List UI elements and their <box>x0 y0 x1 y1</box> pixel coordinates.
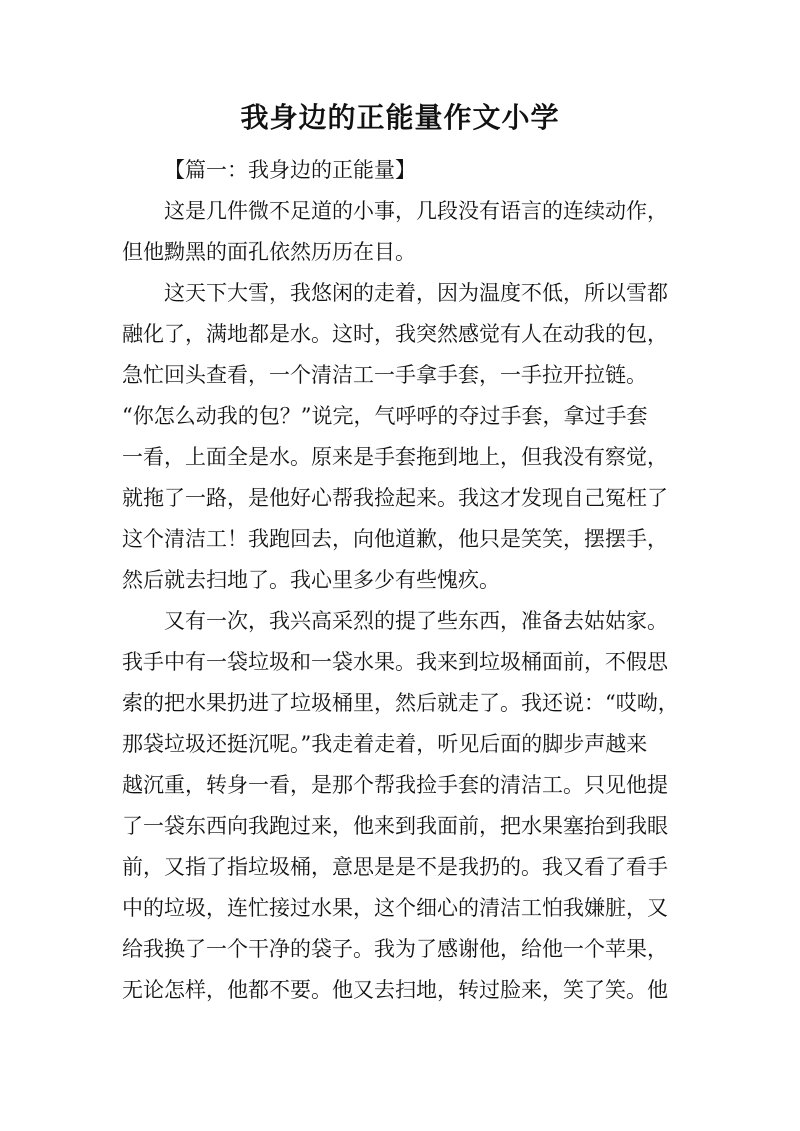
paragraph-2-line-3: 急忙回头查看，一个清洁工一手拿手套，一手拉开拉链。 <box>122 363 647 387</box>
paragraph-3-line-6: 了一袋东西向我跑过来，他来到我面前，把水果塞抬到我眼 <box>122 814 668 838</box>
paragraph-3-line-3: 索的把水果扔进了垃圾桶里，然后就走了。我还说：“哎呦， <box>122 691 679 715</box>
paragraph-3-line-4: 那袋垃圾还挺沉呢。”我走着走着，听见后面的脚步声越来 <box>122 732 648 756</box>
paragraph-2-line-5: 一看，上面全是水。原来是手套拖到地上，但我没有察觉， <box>122 445 668 469</box>
paragraph-2-line-4: “你怎么动我的包？”说完，气呼呼的夺过手套，拿过手套 <box>122 404 648 428</box>
paragraph-2-line-1: 这天下大雪，我悠闲的走着，因为温度不低，所以雪都 <box>164 281 668 305</box>
paragraph-3-line-9: 给我换了一个干净的袋子。我为了感谢他，给他一个苹果， <box>122 937 668 961</box>
paragraph-3-line-7: 前，又指了指垃圾桶，意思是是不是我扔的。我又看了看手 <box>122 855 668 879</box>
paragraph-3-line-5: 越沉重，转身一看，是那个帮我捡手套的清洁工。只见他提 <box>122 773 668 797</box>
paragraph-2-line-8: 然后就去扫地了。我心里多少有些愧疚。 <box>122 568 500 592</box>
paragraph-2-line-6: 就拖了一路，是他好心帮我捡起来。我这才发现自己冤枉了 <box>122 486 668 510</box>
paragraph-3-line-1: 又有一次，我兴高采烈的提了些东西，准备去姑姑家。 <box>164 609 668 633</box>
paragraph-2-line-7: 这个清洁工！我跑回去，向他道歉，他只是笑笑，摆摆手， <box>122 527 668 551</box>
document-body <box>122 150 682 1011</box>
paragraph-3-line-8: 中的垃圾，连忙接过水果，这个细心的清洁工怕我嫌脏，又 <box>122 896 668 920</box>
paragraph-3-line-10: 无论怎样，他都不要。他又去扫地，转过脸来，笑了笑。他 <box>122 978 668 1002</box>
paragraph-3-line-2: 我手中有一袋垃圾和一袋水果。我来到垃圾桶面前，不假思 <box>122 650 668 674</box>
paragraph-2-line-2: 融化了，满地都是水。这时，我突然感觉有人在动我的包， <box>122 322 668 346</box>
document-title: 我身边的正能量作文小学 <box>240 101 560 134</box>
paragraph-1-line-2: 但他黝黑的面孔依然历历在目。 <box>122 240 416 264</box>
paragraph-1-line-1: 这是几件微不足道的小事，几段没有语言的连续动作， <box>164 199 668 223</box>
section-heading: 【篇一：我身边的正能量】 <box>164 158 416 182</box>
